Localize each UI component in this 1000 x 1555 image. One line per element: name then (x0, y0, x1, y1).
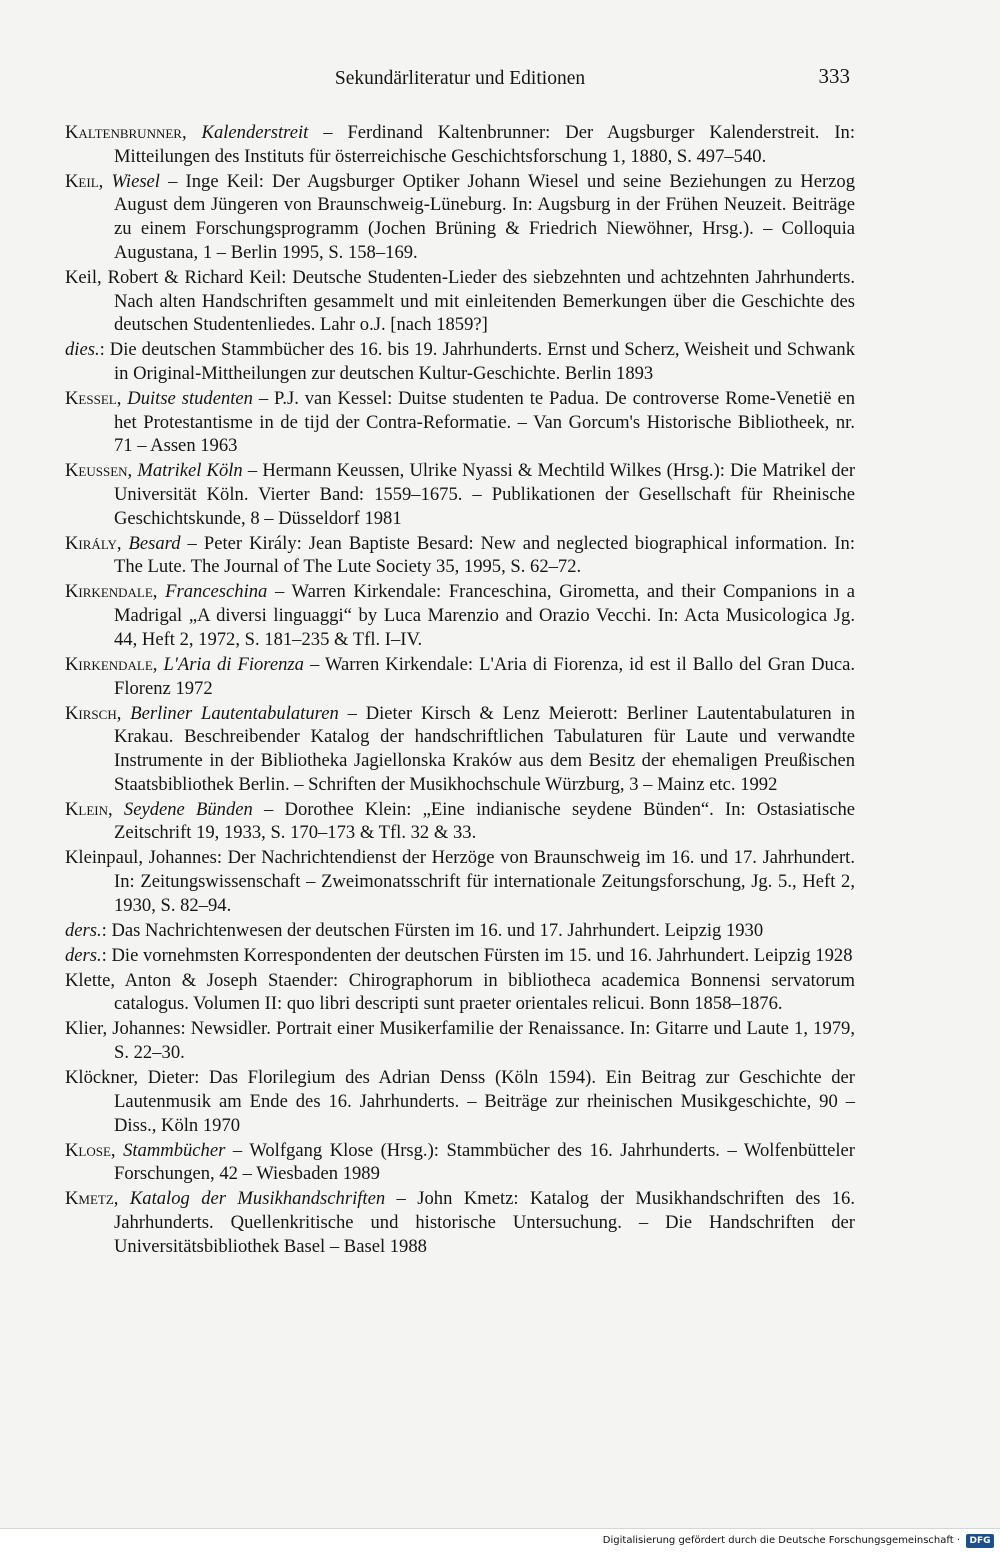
bibliography-entry (65, 1187, 855, 1258)
entry-text: – Wolfgang Klose (Hrsg.): Stammbücher des 16. Jahrhunderts. – Wolfenbütteler Forschungen, 42 – Wiesbaden 1989 (114, 1139, 855, 1185)
entry-short-title: Stammbücher (123, 1139, 226, 1161)
bibliography-entry (65, 266, 855, 337)
entry-text: – Dieter Kirsch & Lenz Meierott: Berliner Lautentabulaturen in Krakau. Beschreibender Katalog der handschriftlichen Tabulaturen für Laute und verwandte Instrumente in der Bibliotheka Jagiellonska Kraków aus dem Besitz der ehemaligen Preußischen Staatsbibliothek Berlin. – Schriften der Musikhochschule Würzburg, 3 – Mainz etc. 1992 (114, 702, 856, 795)
bibliography-entry (65, 580, 855, 651)
entry-text: – Warren Kirkendale: Franceschina, Girometta, and their Companions in a Madrigal „A diversi linguaggi“ by Luca Marenzio and Orazio Vecchi. In: Acta Musicologica Jg. 44, Heft 2, 1972, S. 181–235 & Tfl. I–IV. (114, 581, 855, 650)
entry-author: Klein, (65, 798, 113, 820)
page-header (60, 64, 860, 98)
entry-text: : Die vornehmsten Korrespondenten der deutschen Fürsten im 15. und 16. Jahrhundert. Leipzig 1928 (101, 944, 853, 966)
bibliography-entry (65, 170, 855, 265)
entry-author: Kmetz, (65, 1188, 119, 1210)
entry-short-title: Berliner Lautentabulaturen (130, 702, 339, 724)
entry-text: – Ferdinand Kaltenbrunner: Der Augsburger Kalenderstreit. In: Mitteilungen des Instituts für österreichische Geschichtsforschung 1, 1880, S. 497–540. (114, 122, 855, 167)
bibliography-entry (65, 532, 855, 579)
entry-author: Keussen, (65, 460, 133, 482)
dfg-logo-icon: DFG (966, 1534, 994, 1548)
bibliography-entry (65, 338, 855, 385)
entry-author: Klose, (65, 1139, 116, 1161)
entry-short-title: Kalenderstreit (201, 122, 309, 143)
entry-text: – Hermann Keussen, Ulrike Nyassi & Mechtild Wilkes (Hrsg.): Die Matrikel der Universität Köln. Vierter Band: 1559–1675. – Publikationen der Gesellschaft für Rheinische Geschichtskunde, 8 – Düsseldorf 1981 (114, 460, 856, 529)
bibliography-entry (65, 702, 855, 797)
bibliography-entry (65, 1017, 855, 1064)
entry-short-title: dies. (65, 339, 100, 361)
entry-author: Kessel, (65, 387, 122, 409)
entry-text: – John Kmetz: Katalog der Musikhandschriften des 16. Jahrhunderts. Quellenkritische und historische Untersuchung. – Die Handschriften der Universitätsbibliothek Basel – Basel 1988 (114, 1188, 855, 1257)
entry-short-title: Katalog der Musikhandschriften (129, 1188, 386, 1210)
footer-credit: Digitalisierung gefördert durch die Deutsche Forschungsgemeinschaft · (602, 1535, 960, 1546)
entry-short-title: Franceschina (165, 581, 268, 603)
entry-short-title: Besard (128, 532, 181, 554)
entry-short-title: Matrikel Köln (137, 460, 243, 482)
bibliography-entry (65, 919, 855, 943)
bibliography-entry (65, 846, 855, 917)
bibliography-list (65, 121, 855, 1260)
entry-short-title: Duitse studenten (127, 387, 253, 409)
bibliography-entry (65, 1066, 855, 1137)
entry-short-title: ders. (65, 944, 102, 966)
entry-text: Kleinpaul, Johannes: Der Nachrichtendienst der Herzöge von Braunschweig im 16. und 17. Jahrhundert. In: Zeitungswissenschaft – Zweimonatsschrift für internationale Zeitungsforschung, Jg. 5., Heft 2, 1930, S. 82–94. (65, 847, 855, 916)
entry-text: : Das Nachrichtenwesen der deutschen Fürsten im 16. und 17. Jahrhundert. Leipzig 1930 (101, 919, 764, 941)
entry-author: Keil, (65, 170, 104, 192)
entry-text: Klier, Johannes: Newsidler. Portrait einer Musikerfamilie der Renaissance. In: Gitarre und Laute 1, 1979, S. 22–30. (65, 1018, 855, 1064)
entry-text: Klöckner, Dieter: Das Florilegium des Adrian Denss (Köln 1594). Ein Beitrag zur Geschichte der Lautenmusik am Ende des 16. Jahrhunderts. – Beiträge zur rheinischen Musikgeschichte, 90 – Diss., Köln 1970 (65, 1067, 855, 1136)
bibliography-entry (65, 1139, 855, 1186)
entry-short-title: Wiesel (111, 170, 160, 192)
page-number: 333 (818, 64, 850, 88)
entry-text: Klette, Anton & Joseph Staender: Chirographorum in bibliotheca academica Bonnensi servatorum catalogus. Volumen II: quo libri descripti sunt praeter orientales relicui. Bonn 1858–1876. (65, 969, 855, 1015)
entry-text: – Warren Kirkendale: L'Aria di Fiorenza, id est il Ballo del Gran Duca. Florenz 1972 (114, 653, 855, 699)
bibliography-entry (65, 121, 855, 168)
entry-short-title: Seydene Bünden (123, 798, 253, 820)
entry-text: – Dorothee Klein: „Eine indianische seydene Bünden“. In: Ostasiatische Zeitschrift 19, 1933, S. 170–173 & Tfl. 32 & 33. (114, 798, 855, 844)
digitization-footer (0, 1528, 1000, 1555)
entry-author: Kirkendale, (65, 653, 158, 675)
bibliography-entry (65, 459, 855, 530)
bibliography-entry (65, 969, 855, 1016)
entry-short-title: L'Aria di Fiorenza (163, 653, 304, 675)
entry-text: – Inge Keil: Der Augsburger Optiker Johann Wiesel und seine Beziehungen zu Herzog August dem Jüngeren von Braunschweig-Lüneburg. In: Augsburg in der Frühen Neuzeit. Beiträge zu einem Forschungsprogramm (Jochen Brüning & Friedrich Niewöhner, Hrsg.). – Colloquia Augustana, 1 – Berlin 1995, S. 158–169. (114, 170, 855, 263)
entry-author: Kirsch, (65, 702, 122, 724)
bibliography-entry (65, 387, 855, 458)
entry-author: Kaltenbrunner, (65, 122, 187, 143)
bibliography-entry (65, 653, 855, 700)
bibliography-entry (65, 798, 855, 845)
entry-short-title: ders. (65, 919, 102, 941)
entry-text: – P.J. van Kessel: Duitse studenten te Padua. De controverse Rome-Venetië en het Protestantisme in de tijd der Contra-Reformatie. – Van Gorcum's Historische Bibliotheek, nr. 71 – Assen 1963 (114, 387, 855, 457)
entry-text: : Die deutschen Stammbücher des 16. bis 19. Jahrhunderts. Ernst und Scherz, Weisheit und Schwank in Original-Mittheilungen zur deutschen Kultur-Geschichte. Berlin 1893 (99, 339, 855, 384)
bibliography-entry (65, 944, 855, 968)
entry-author: Király, (65, 532, 122, 554)
running-title: Sekundärliteratur und Editionen (334, 68, 586, 89)
entry-text: Keil, Robert & Richard Keil: Deutsche Studenten-Lieder des siebzehnten und achtzehnten Jahrhunderts. Nach alten Handschriften gesammelt und mit einleitenden Bemerkungen über die Geschichte des deutschen Studentenliedes. Lahr o.J. [nach 1859?] (65, 266, 855, 336)
entry-text: – Peter Király: Jean Baptiste Besard: New and neglected biographical information. In: The Lute. The Journal of The Lute Society 35, 1995, S. 62–72. (114, 532, 855, 578)
entry-author: Kirkendale, (65, 581, 158, 603)
